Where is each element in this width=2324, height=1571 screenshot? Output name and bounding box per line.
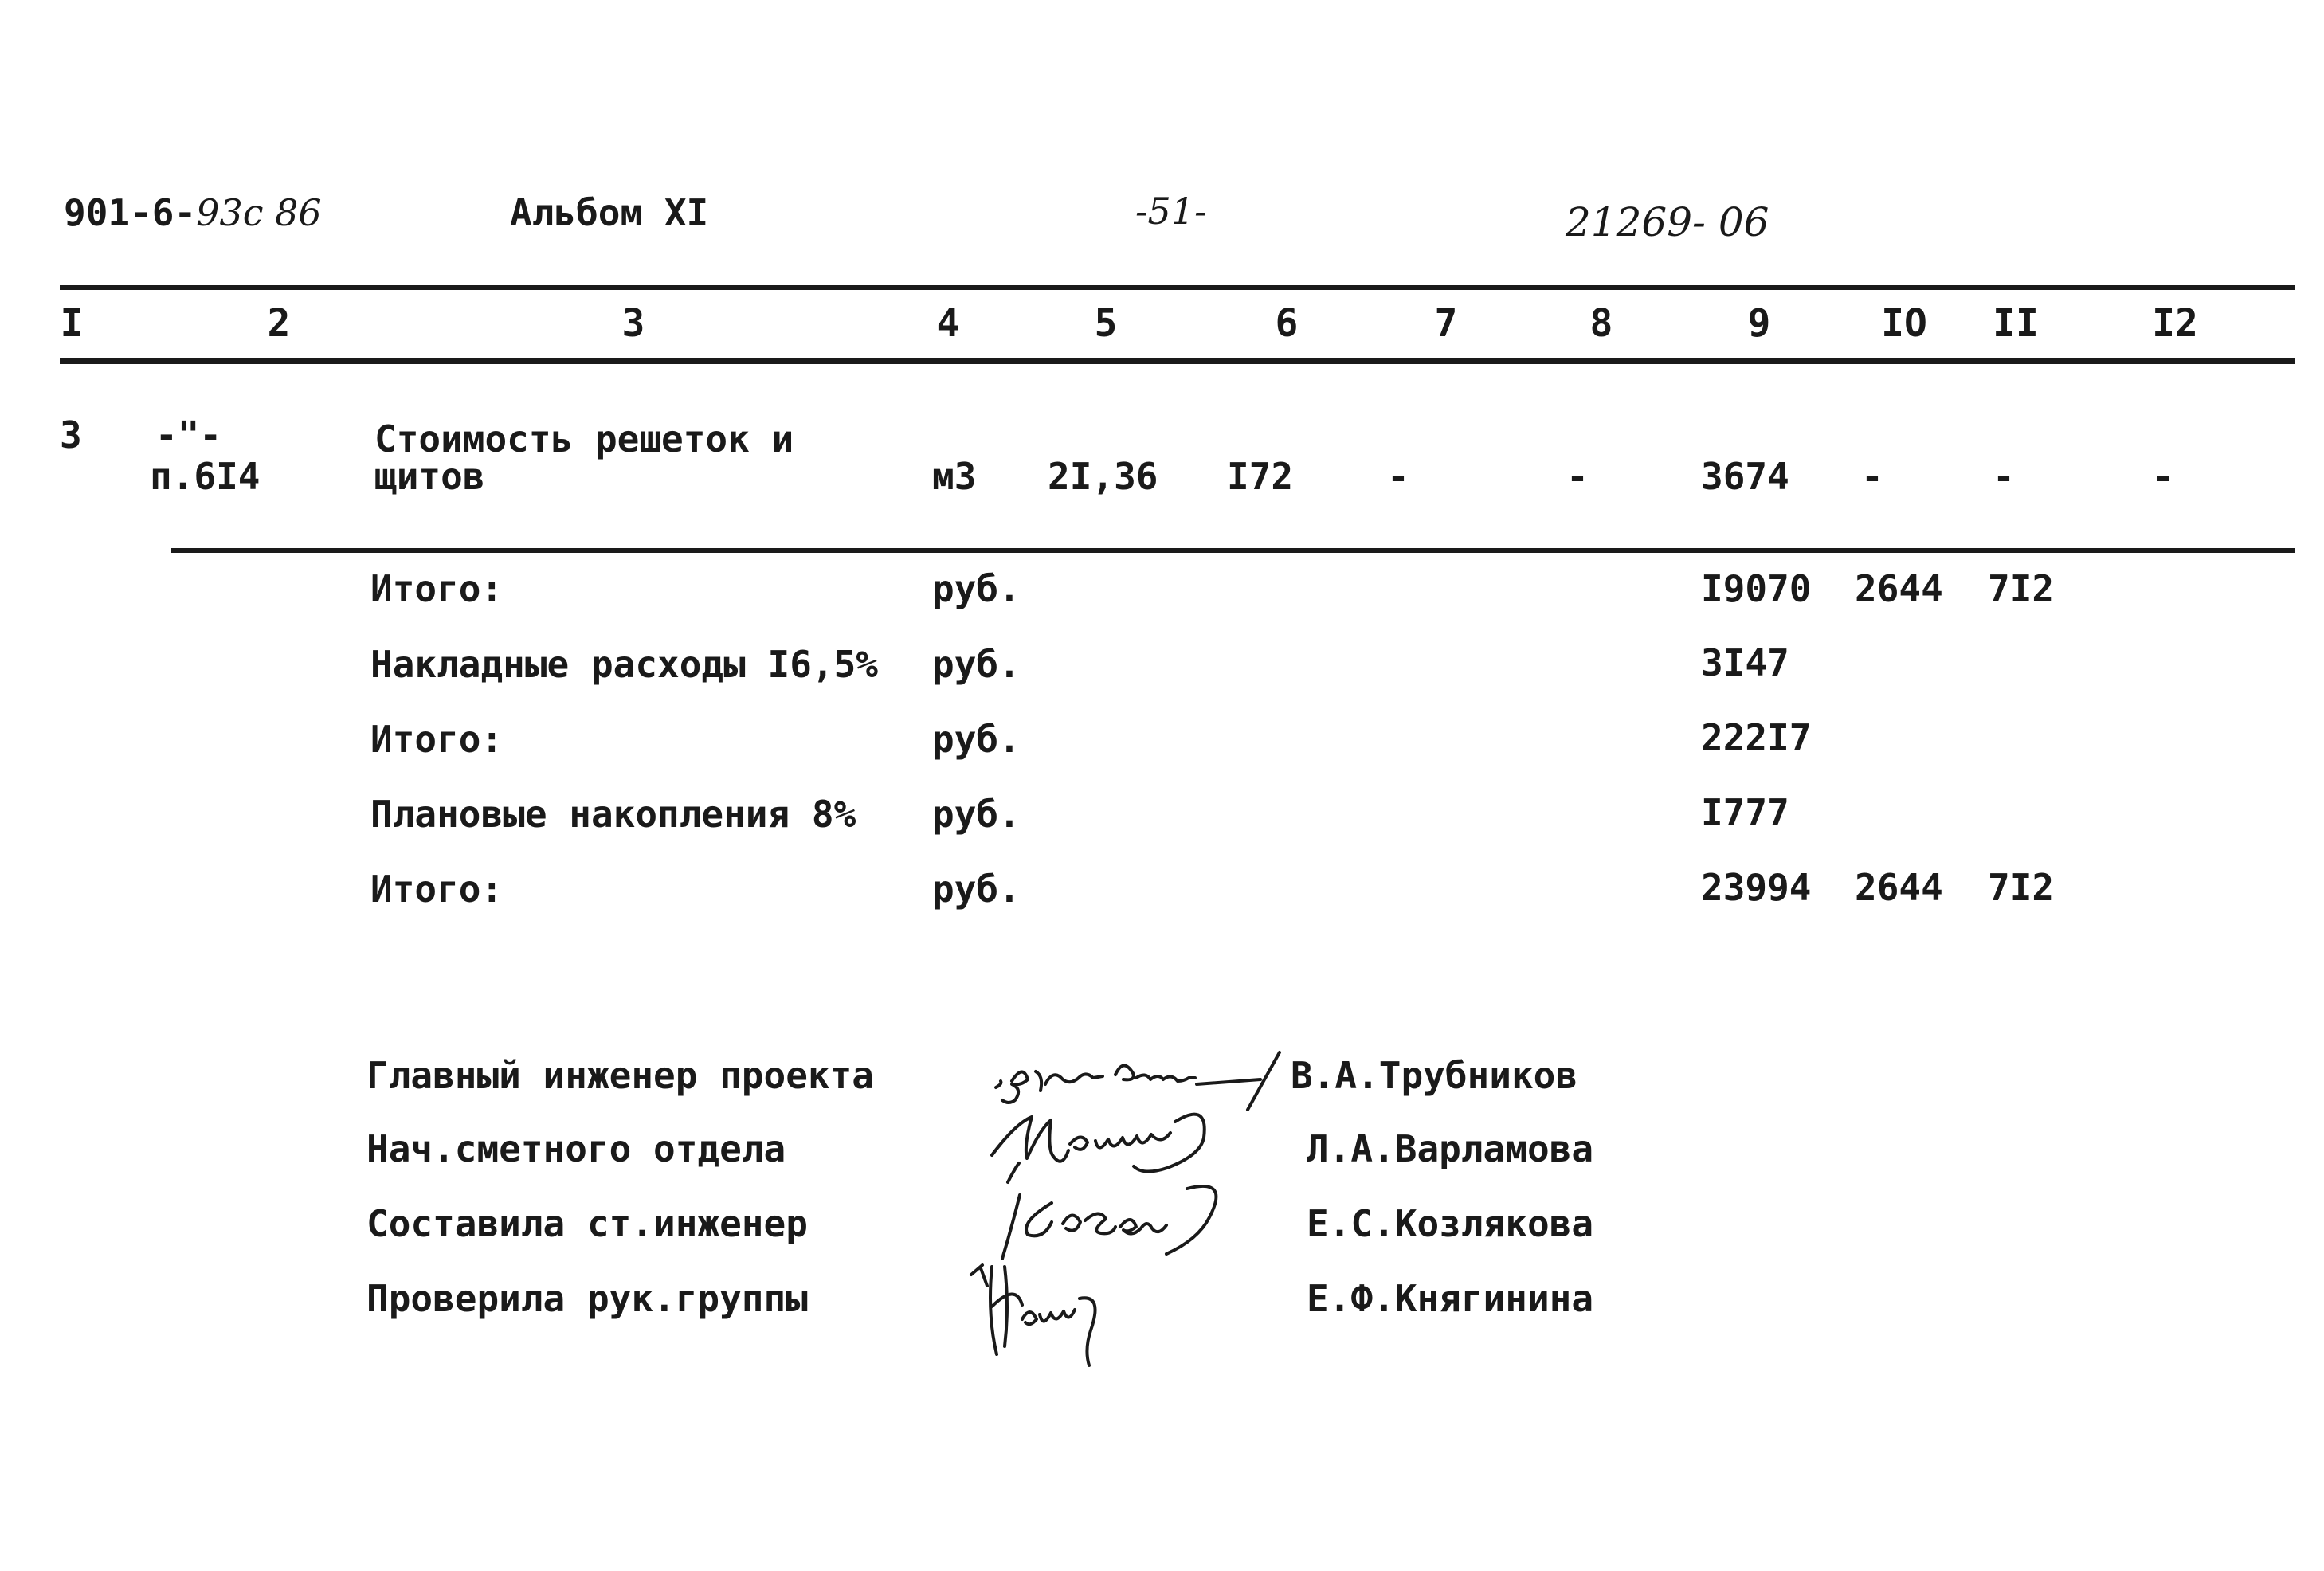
totals-label: Плановые накопления 8% [370,793,856,836]
header-bottom-rule [60,358,2295,364]
totals-label: Накладные расходы I6,5% [370,643,878,686]
totals-col9: I777 [1701,791,1789,834]
page-number: -51- [1135,190,1207,233]
row-col9: 3674 [1701,455,1789,498]
totals-col9: I9070 [1701,567,1812,610]
doc-code-handwritten: 93c 86 [196,191,322,234]
doc-code-printed: 901-6- [64,191,197,234]
handwritten-signature [960,1251,1119,1370]
column-number: 4 [936,301,960,346]
totals-label: Итого: [370,567,504,610]
row-quantity: 2I,36 [1048,455,1158,498]
column-number: 9 [1747,301,1771,346]
row-col8: - [1566,455,1589,498]
row-description-line2: щитов [374,455,485,498]
row-col11: - [1993,455,2015,498]
totals-unit: руб. [932,868,1021,911]
column-number: II [1993,301,2039,346]
signature-name: Е.С.Козлякова [1307,1202,1594,1245]
row-unit: м3 [932,455,977,498]
doc-code [64,191,322,234]
totals-col9: 23994 [1701,866,1812,909]
column-number: 3 [621,301,645,346]
signature-role: Нач.сметного отдела [366,1127,786,1170]
totals-col9: 222I7 [1701,716,1812,759]
column-number: 8 [1589,301,1613,346]
column-number: IO [1881,301,1927,346]
column-number: 6 [1275,301,1299,346]
totals-label: Итого: [370,718,504,761]
signature-role: Главный инженер проекта [366,1054,874,1097]
signature-name: Л.А.Варламова [1307,1127,1594,1170]
totals-col10: 2644 [1855,866,1943,909]
totals-col11: 7I2 [1988,567,2055,610]
totals-unit: руб. [932,567,1021,610]
header-top-rule [60,285,2295,290]
album-label: Альбом XI [510,191,709,234]
row-col10: - [1861,455,1883,498]
totals-label: Итого: [370,868,504,911]
totals-unit: руб. [932,718,1021,761]
row-description-line1: Стоимость решеток и [374,417,794,460]
totals-col11: 7I2 [1988,866,2055,909]
row-col12: - [2152,455,2174,498]
signature-role: Составила ст.инженер [366,1202,808,1245]
totals-rule [171,548,2295,553]
totals-unit: руб. [932,793,1021,836]
signature-role: Проверила рук.группы [366,1277,808,1320]
column-number: 7 [1434,301,1458,346]
totals-col9: 3I47 [1701,641,1789,684]
column-number: I [60,301,84,346]
signature-name: В.А.Трубников [1291,1054,1578,1097]
row-ref-mark: -"- [155,413,222,456]
row-col7: - [1387,455,1409,498]
signature-name: Е.Ф.Княгинина [1307,1277,1594,1320]
column-number: I2 [2152,301,2198,346]
doc-number: 21269- 06 [1566,199,1769,245]
row-ref: п.6I4 [150,455,261,498]
totals-unit: руб. [932,643,1021,686]
column-number: 5 [1094,301,1118,346]
column-number: 2 [267,301,291,346]
row-price: I72 [1227,455,1294,498]
row-number: 3 [60,413,82,456]
totals-col10: 2644 [1855,567,1943,610]
